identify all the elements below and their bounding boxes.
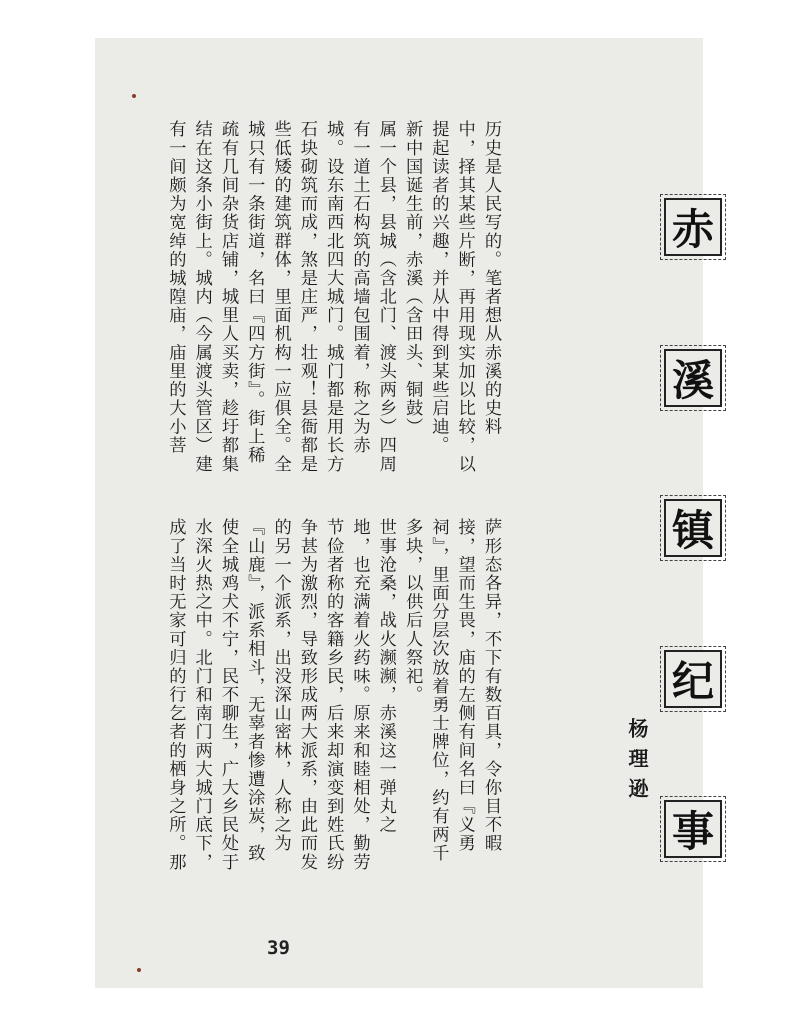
show-through-text bbox=[565, 118, 587, 498]
author-name: 杨理逊 bbox=[625, 718, 649, 808]
ink-speck bbox=[137, 968, 141, 972]
text-column: 属一个县，县城（含北门、渡头两乡）四周 bbox=[375, 120, 396, 474]
article-title bbox=[663, 198, 723, 858]
text-column: 石块砌筑而成，煞是庄严，壮观！县衙都是 bbox=[296, 120, 317, 474]
title-char: 镇 bbox=[664, 499, 722, 557]
text-column: 地，也充满着火药味。原来和睦相处，勤劳 bbox=[349, 518, 370, 872]
text-column: 多块，以供后人祭祀。 bbox=[402, 518, 423, 704]
text-column: 的另一个派系，出没深山密林，人称之为 bbox=[270, 518, 291, 853]
text-column: 水深火热之中。北门和南门两大城门底下， bbox=[191, 518, 212, 872]
text-column: 结在这条小街上。城内（今属渡头管区）建 bbox=[191, 120, 212, 474]
text-column: 历史是人民写的。笔者想从赤溪的史料 bbox=[481, 120, 501, 437]
text-column: 萨形态各异，不下有数百具，令你目不暇 bbox=[481, 518, 501, 853]
text-column: 提起读者的兴趣，并从中得到某些启迪。 bbox=[428, 120, 449, 455]
text-column: 使全城鸡犬不宁，民不聊生，广大乡民处于 bbox=[218, 518, 238, 872]
title-char: 溪 bbox=[664, 349, 722, 407]
text-column: 争甚为激烈，导致形成两大派系，由此而发 bbox=[296, 518, 317, 872]
text-column: 新中国诞生前，赤溪（含田头、铜鼓） bbox=[402, 120, 423, 437]
title-char: 纪 bbox=[664, 650, 722, 708]
ink-speck bbox=[132, 94, 136, 98]
text-column: 些低矮的建筑群体，里面机构一应俱全。全 bbox=[270, 120, 291, 474]
text-column: 祠』，里面分层次放着勇士牌位，约有两千 bbox=[428, 518, 449, 863]
book-page bbox=[95, 38, 714, 988]
text-column: 『山鹿』，派系相斗，无辜者惨遭涂炭，致 bbox=[244, 518, 265, 863]
text-column: 城。设东南西北四大城门。城门都是用长方 bbox=[323, 120, 344, 474]
text-column: 世事沧桑，战火濒濒，赤溪这一弹丸之 bbox=[375, 518, 396, 835]
text-column: 疏有几间杂货店铺，城里人买卖，趁圩都集 bbox=[218, 120, 238, 474]
page-number: 39 bbox=[267, 937, 290, 959]
text-column: 中，择其某些片断，再用现实加以比较，以 bbox=[454, 120, 475, 474]
text-column: 城只有一条街道，名曰『四方街』。街上稀 bbox=[244, 120, 265, 465]
text-column: 接，望而生畏，庙的左侧有间名曰『义勇 bbox=[454, 518, 475, 853]
text-column: 节俭者称的客籍乡民，后来却演变到姓氏纷 bbox=[323, 518, 344, 872]
text-column: 有一间颇为宽绰的城隍庙，庙里的大小菩 bbox=[165, 120, 186, 455]
title-char: 事 bbox=[664, 800, 722, 858]
title-char: 赤 bbox=[664, 198, 722, 256]
text-column: 有一道土石构筑的高墙包围着，称之为赤 bbox=[349, 120, 370, 455]
text-column: 成了当时无家可归的行乞者的栖身之所。那 bbox=[165, 518, 186, 872]
